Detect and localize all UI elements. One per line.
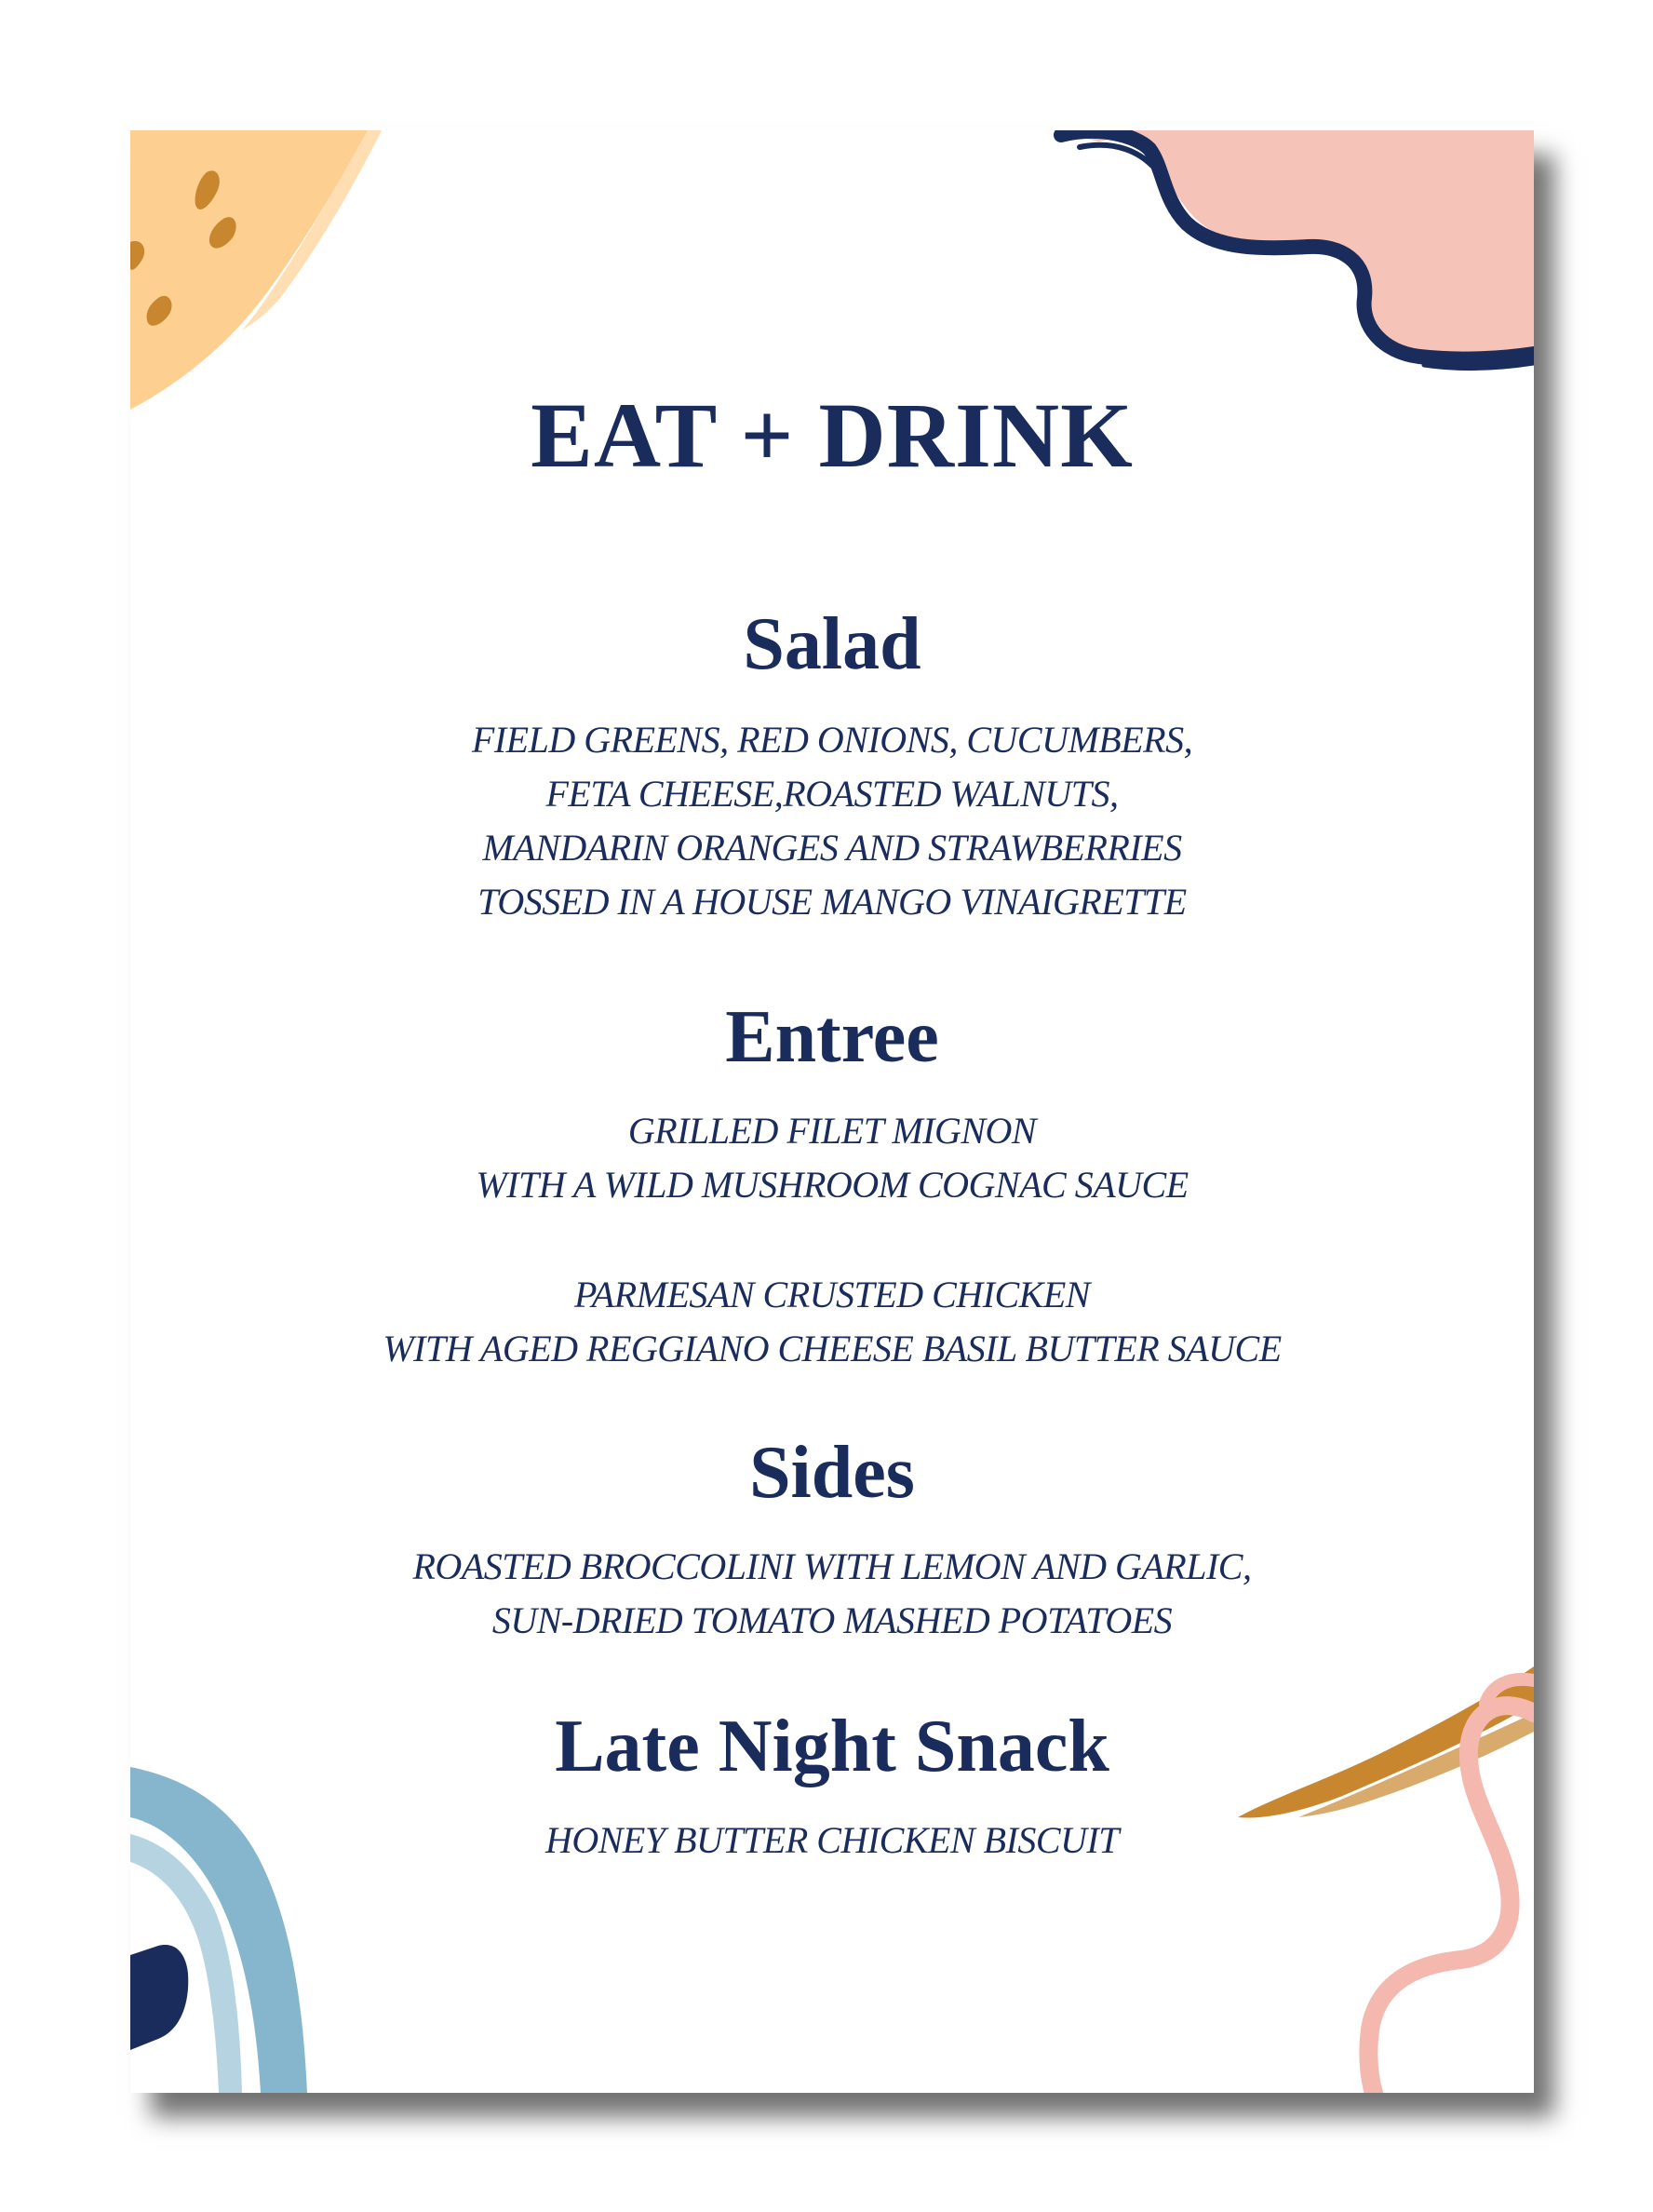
section-items-late-night-snack: [130, 1814, 1534, 1868]
section-items-entree-2: [130, 1268, 1534, 1376]
section-heading-salad: Salad: [743, 603, 921, 685]
menu-title: EAT + DRINK: [531, 384, 1134, 487]
menu-item-line: ROASTED BROCCOLINI WITH LEMON AND GARLIC,: [412, 1545, 1252, 1587]
menu-item-line: FETA CHEESE,ROASTED WALNUTS,: [545, 773, 1119, 815]
menu-content: [130, 130, 1534, 2093]
section-heading-entree: Entree: [725, 996, 939, 1078]
menu-item-line: MANDARIN ORANGES AND STRAWBERRIES: [482, 827, 1182, 869]
section-heading-sides: Sides: [749, 1432, 915, 1514]
menu-item-line: HONEY BUTTER CHICKEN BISCUIT: [544, 1819, 1120, 1861]
section-items-sides: [130, 1540, 1534, 1648]
menu-item-line: WITH AGED REGGIANO CHEESE BASIL BUTTER SAUCE: [383, 1328, 1282, 1369]
section-heading-late-night-snack: Late Night Snack: [555, 1706, 1109, 1787]
menu-item-line: SUN-DRIED TOMATO MASHED POTATOES: [491, 1599, 1173, 1641]
section-items-entree: [130, 1104, 1534, 1212]
menu-item-line: WITH A WILD MUSHROOM COGNAC SAUCE: [476, 1164, 1189, 1206]
menu-item-line: TOSSED IN A HOUSE MANGO VINAIGRETTE: [477, 881, 1187, 923]
menu-item-line: GRILLED FILET MIGNON: [627, 1110, 1037, 1152]
menu-item-line: PARMESAN CRUSTED CHICKEN: [574, 1274, 1090, 1315]
section-items-salad: [130, 713, 1534, 929]
menu-item-line: FIELD GREENS, RED ONIONS, CUCUMBERS,: [471, 719, 1193, 761]
menu-card: [130, 130, 1534, 2093]
